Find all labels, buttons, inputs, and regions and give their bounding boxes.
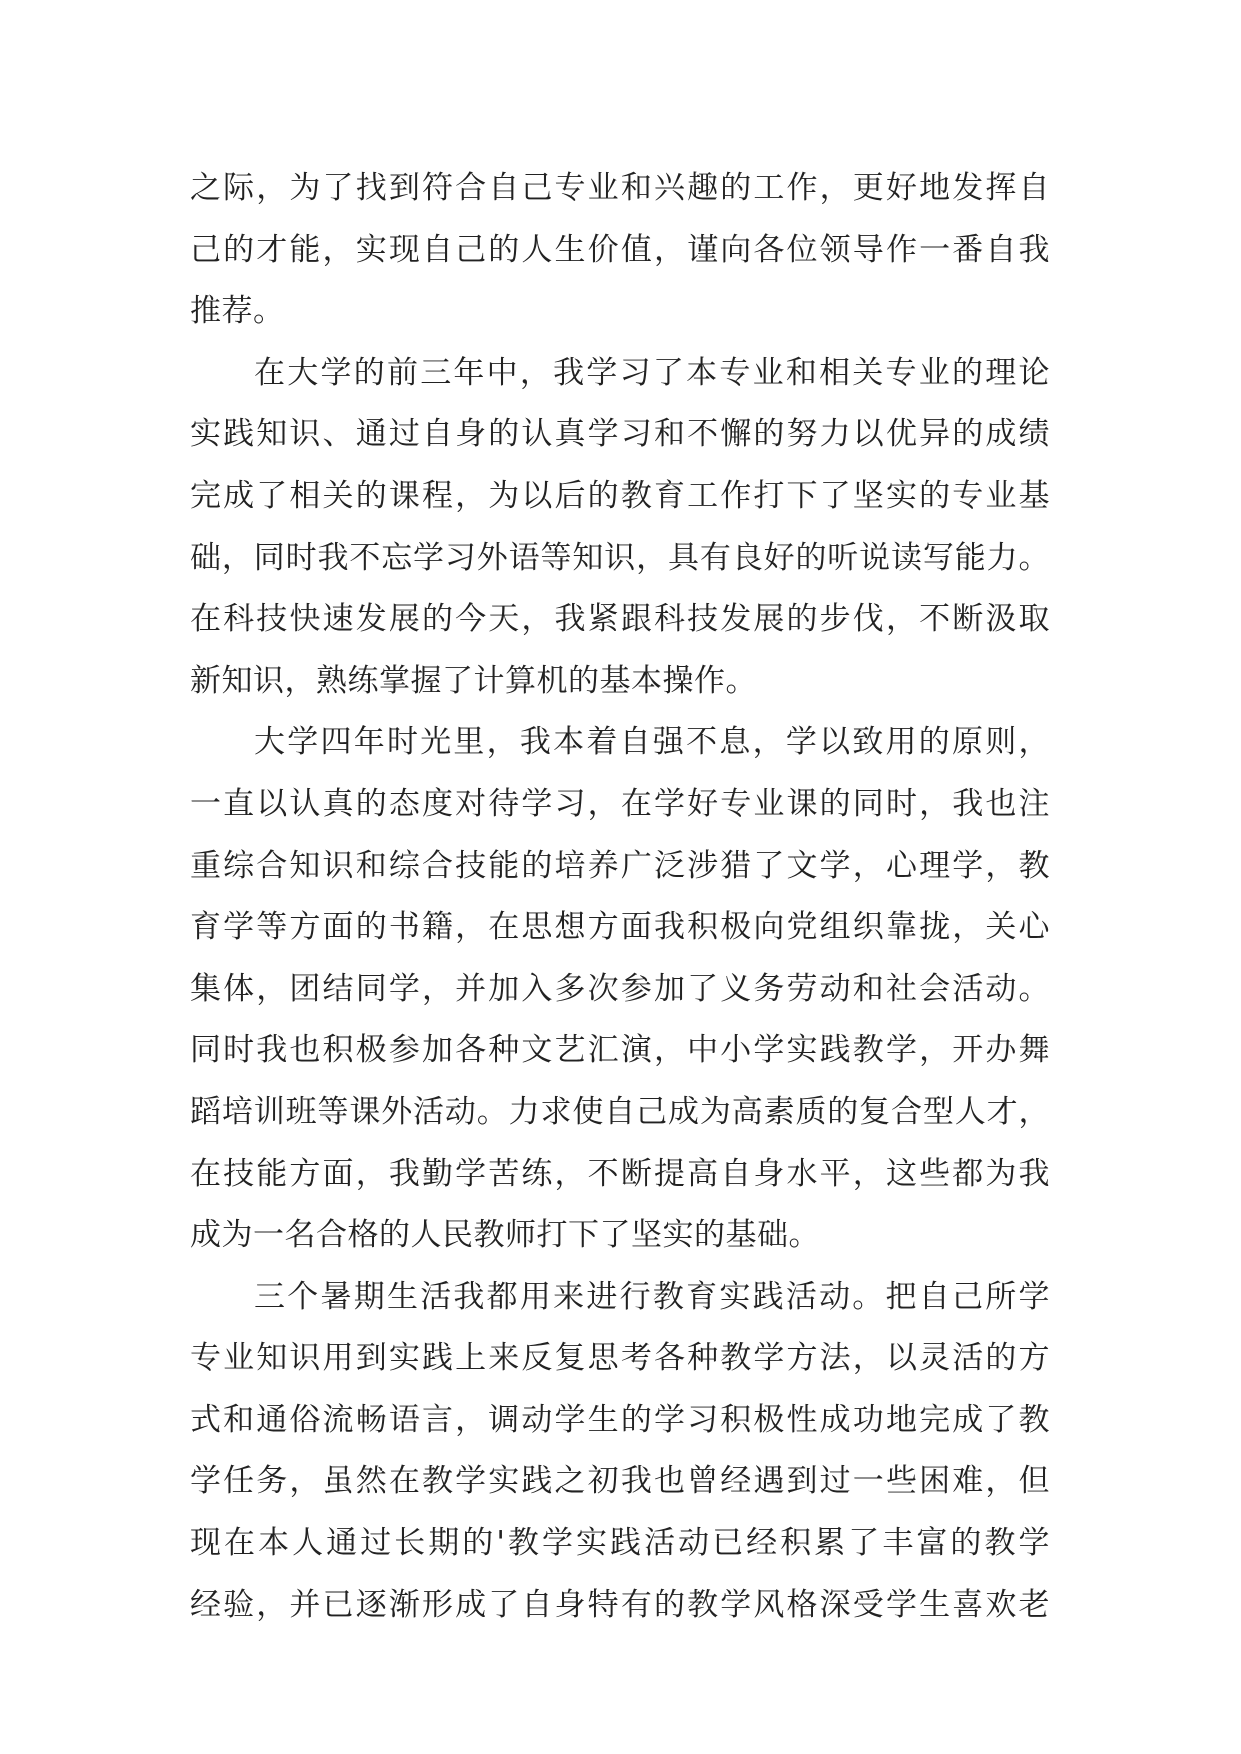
text-line: 实践知识、通过自身的认真学习和不懈的努力以优异的成绩 [190, 416, 1050, 453]
text-line: 三个暑期生活我都用来进行教育实践活动。把自己所学 [254, 1278, 1050, 1315]
text-line: 新知识，熟练掌握了计算机的基本操作。 [190, 662, 757, 699]
text-line: 在大学的前三年中，我学习了本专业和相关专业的理论 [254, 354, 1050, 391]
paragraph-1 [190, 158, 1050, 343]
text-line: 育学等方面的书籍，在思想方面我积极向党组织靠拢，关心 [190, 909, 1050, 946]
text-line: 础，同时我不忘学习外语等知识，具有良好的听说读写能力。 [190, 539, 1050, 576]
paragraph-4 [190, 1267, 1050, 1637]
text-line: 专业知识用到实践上来反复思考各种教学方法，以灵活的方 [190, 1340, 1050, 1377]
text-line: 现在本人通过长期的'教学实践活动已经积累了丰富的教学 [190, 1525, 1050, 1562]
text-line: 之际，为了找到符合自己专业和兴趣的工作，更好地发挥自 [190, 170, 1050, 206]
text-line: 在技能方面，我勤学苦练，不断提高自身水平，这些都为我 [190, 1155, 1050, 1192]
text-line: 在科技快速发展的今天，我紧跟科技发展的步伐，不断汲取 [190, 601, 1050, 638]
text-line: 学任务，虽然在教学实践之初我也曾经遇到过一些困难，但 [190, 1463, 1050, 1500]
text-line: 完成了相关的课程，为以后的教育工作打下了坚实的专业基 [190, 477, 1050, 514]
text-line: 己的才能，实现自己的人生价值，谨向各位领导作一番自我 [190, 231, 1050, 268]
paragraph-3 [190, 712, 1050, 1266]
paragraph-2 [190, 343, 1050, 713]
text-line: 经验，并已逐渐形成了自身特有的教学风格深受学生喜欢老 [190, 1586, 1050, 1623]
text-line: 推荐。 [190, 293, 285, 330]
text-line: 成为一名合格的人民教师打下了坚实的基础。 [190, 1217, 820, 1254]
text-line: 一直以认真的态度对待学习，在学好专业课的同时，我也注 [190, 785, 1050, 822]
document-body [190, 158, 1050, 1636]
text-line: 重综合知识和综合技能的培养广泛涉猎了文学，心理学，教 [190, 847, 1050, 884]
text-line: 大学四年时光里，我本着自强不息，学以致用的原则， [254, 724, 1050, 761]
text-line: 集体，团结同学，并加入多次参加了义务劳动和社会活动。 [190, 970, 1050, 1007]
text-line: 式和通俗流畅语言，调动学生的学习积极性成功地完成了教 [190, 1401, 1050, 1438]
text-line: 同时我也积极参加各种文艺汇演，中小学实践教学，开办舞 [190, 1032, 1050, 1069]
text-line: 蹈培训班等课外活动。力求使自己成为高素质的复合型人才， [190, 1093, 1050, 1130]
